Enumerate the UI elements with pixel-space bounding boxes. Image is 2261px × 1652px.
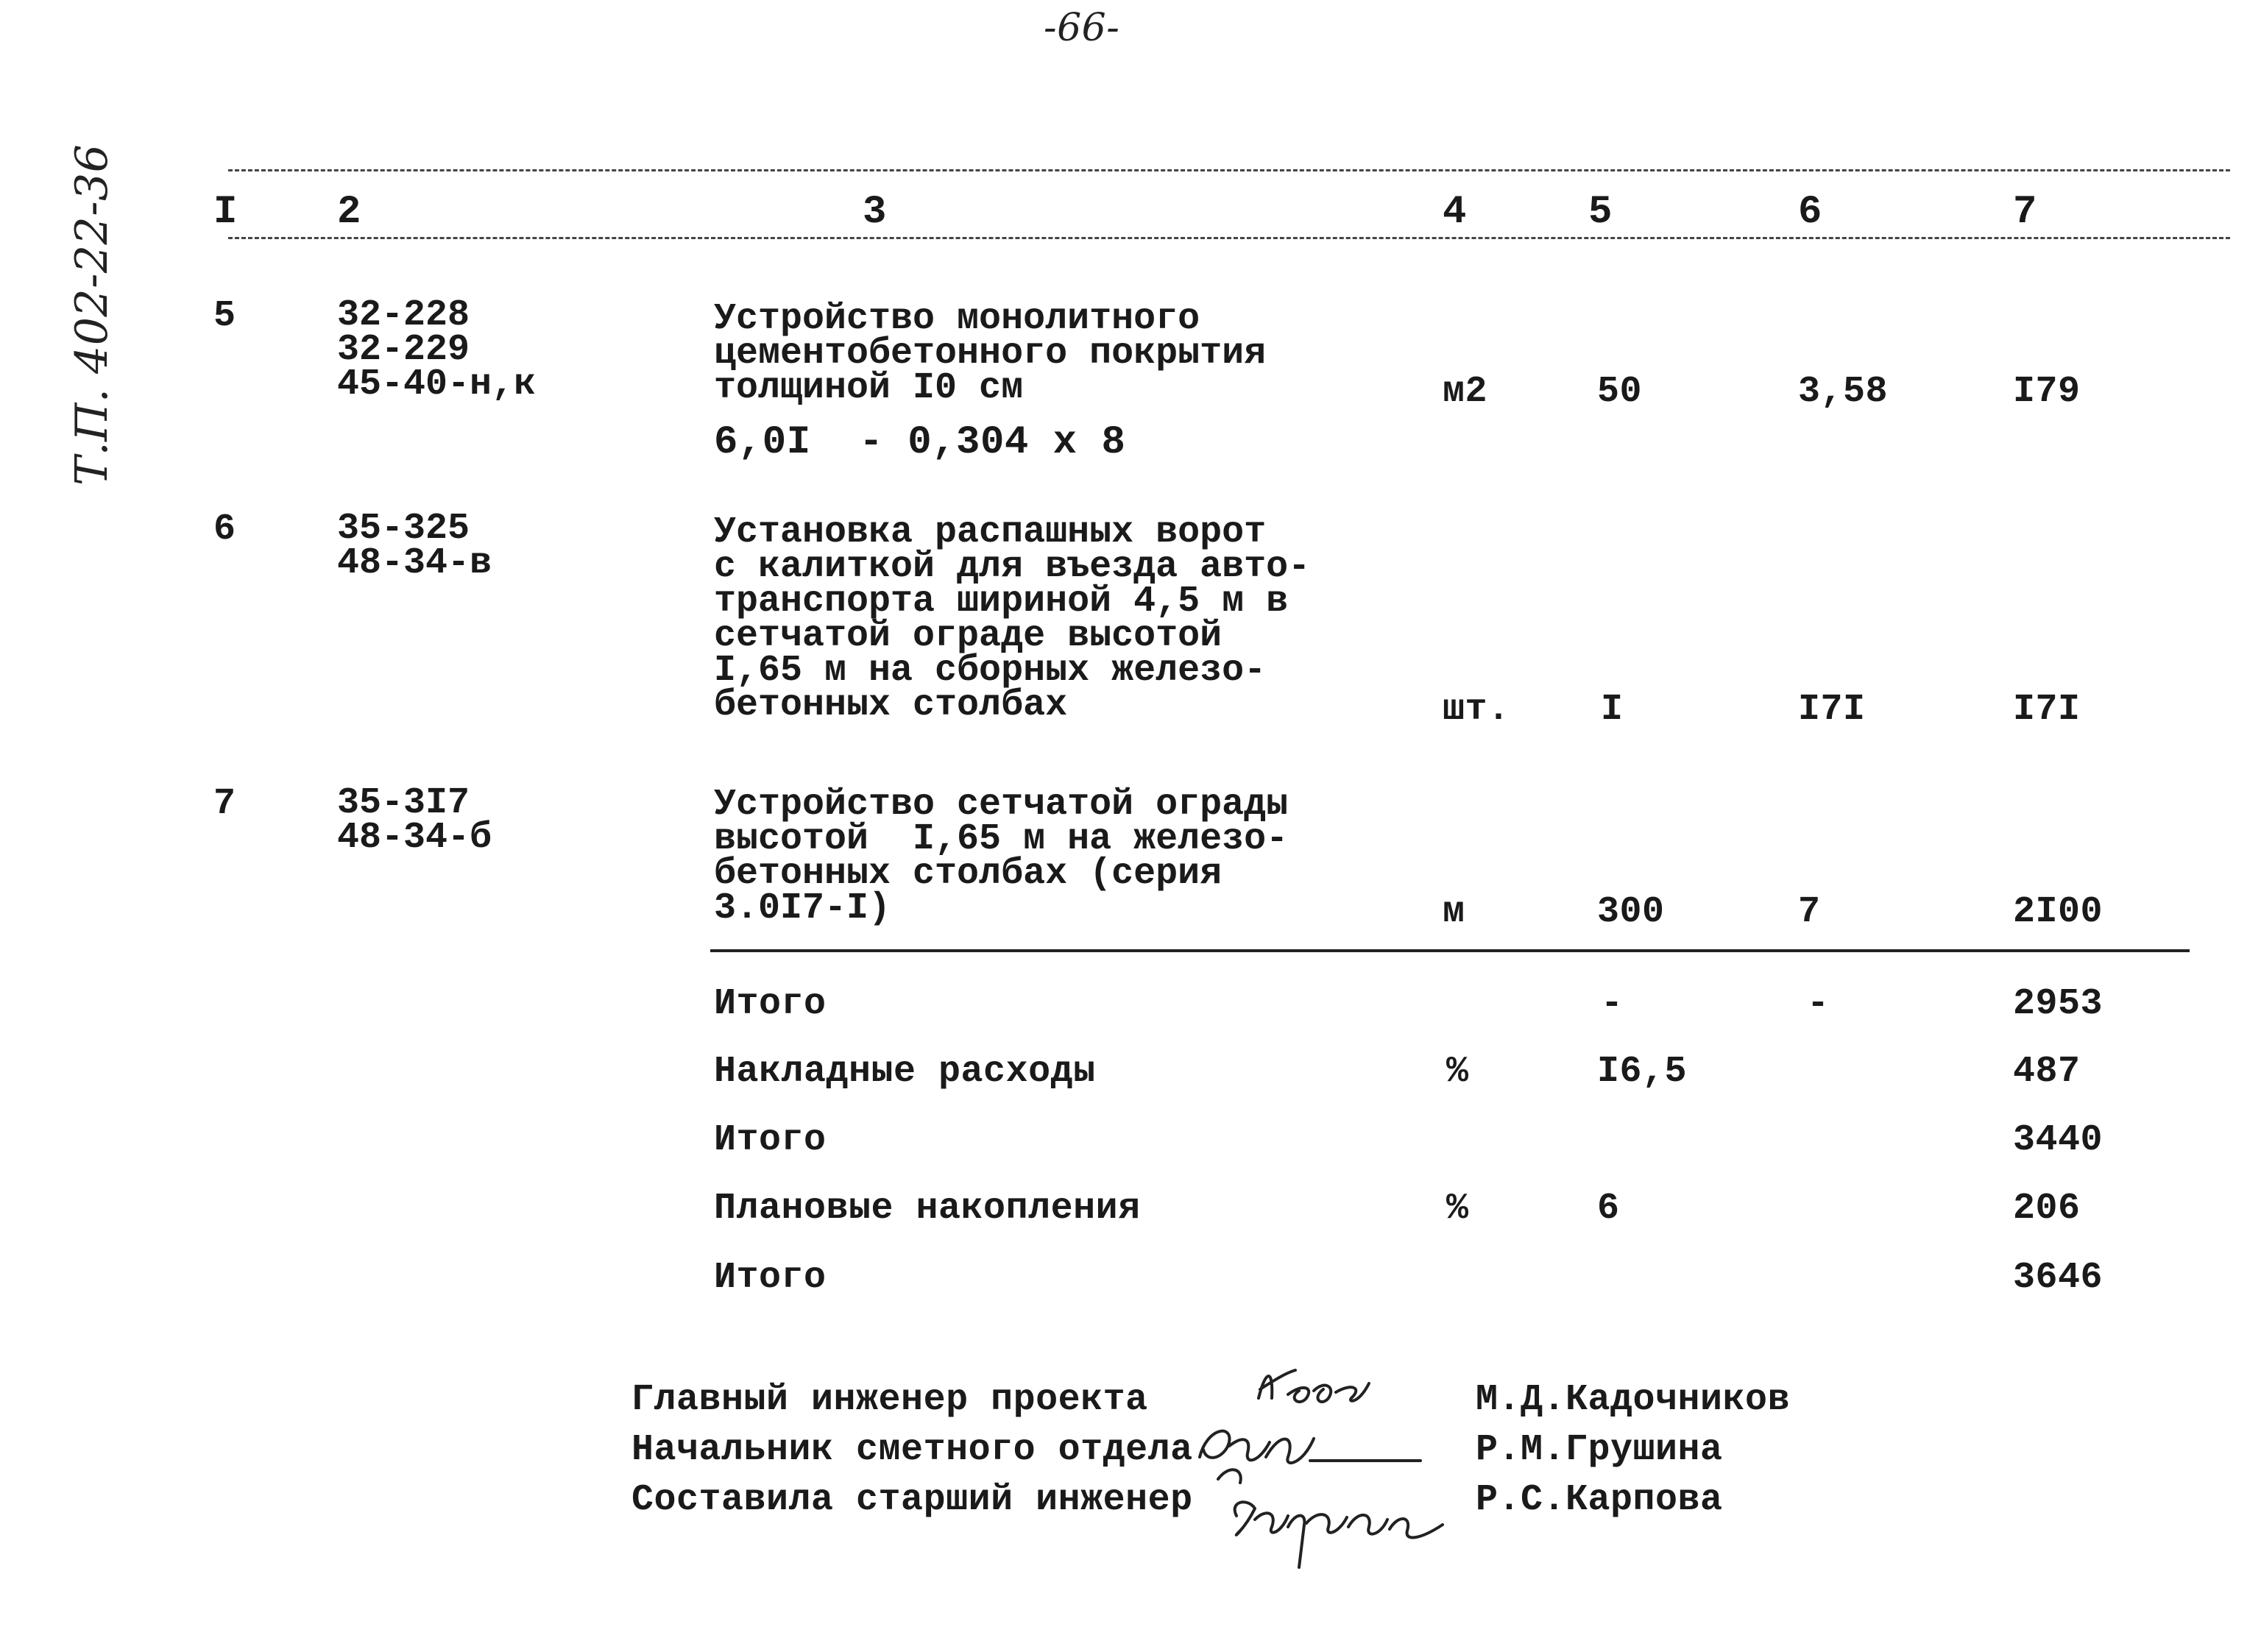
- row-qty: 50: [1597, 371, 1643, 413]
- row-unit: м: [1443, 891, 1465, 933]
- signature-name: Р.С.Карпова: [1476, 1479, 1723, 1521]
- totals-rule: [710, 949, 2190, 952]
- row-price: I7I: [1798, 689, 1866, 731]
- row-total: I7I: [2013, 689, 2081, 731]
- totals-qty: 6: [1597, 1188, 1620, 1230]
- row-description: Устройство монолитного цементобетонного покрытия толщиной I0 см: [714, 298, 1267, 409]
- row-description: Устройство сетчатой ограды высотой I,65 м на железо- бетонных столбах (серия 3.0I7-I): [714, 784, 1289, 929]
- totals-qty: I6,5: [1597, 1051, 1688, 1093]
- signature-name: Р.М.Грушина: [1476, 1429, 1723, 1471]
- totals-total: 206: [2013, 1188, 2081, 1230]
- totals-unit: %: [1446, 1051, 1469, 1093]
- col-header-6: 6: [1798, 190, 1822, 235]
- signature-name: М.Д.Кадочников: [1476, 1379, 1791, 1421]
- totals-unit: %: [1446, 1188, 1469, 1230]
- row-price: 7: [1798, 891, 1821, 933]
- totals-qty: -: [1601, 983, 1624, 1025]
- row-description: Установка распашных ворот с калиткой для въезда авто- транспорта шириной 4,5 м в сетчатой ограде высотой I,65 м на сборных железо- бетонных столбах: [714, 511, 1311, 726]
- row-codes: 35-3I7 48-34-б: [337, 782, 492, 859]
- handwritten-signatures: [1178, 1354, 1457, 1575]
- margin-note: Т.П. 402-22-36: [66, 143, 118, 486]
- row-unit: шт.: [1443, 689, 1510, 731]
- totals-label: Итого: [714, 983, 827, 1025]
- row-qty: I: [1601, 689, 1624, 731]
- totals-total: 3646: [2013, 1257, 2103, 1299]
- col-header-4: 4: [1443, 190, 1467, 235]
- row-price: 3,58: [1798, 371, 1889, 413]
- col-header-1: I: [213, 190, 238, 235]
- col-header-3: 3: [863, 190, 887, 235]
- totals-label: Итого: [714, 1119, 827, 1161]
- row-number: 5: [213, 295, 236, 337]
- row-total: I79: [2013, 371, 2081, 413]
- row-qty: 300: [1597, 891, 1665, 933]
- col-header-7: 7: [2013, 190, 2037, 235]
- totals-label: Плановые накопления: [714, 1188, 1141, 1230]
- signature-position: Начальник сметного отдела: [631, 1429, 1193, 1471]
- row-number: 7: [213, 783, 236, 825]
- signature-position: Составила старший инженер: [631, 1479, 1193, 1521]
- totals-total: 487: [2013, 1051, 2081, 1093]
- row-number: 6: [213, 508, 236, 550]
- totals-label: Накладные расходы: [714, 1051, 1096, 1093]
- col-header-5: 5: [1588, 190, 1613, 235]
- row-total: 2I00: [2013, 891, 2103, 933]
- header-top-rule: [228, 169, 2230, 171]
- header-bottom-rule: [228, 237, 2230, 239]
- row-codes: 32-228 32-229 45-40-н,к: [337, 294, 537, 405]
- col-header-2: 2: [337, 190, 361, 235]
- totals-price: -: [1807, 983, 1830, 1025]
- row-formula: 6,0I - 0,304 x 8: [714, 420, 1126, 465]
- row-unit: м2: [1443, 371, 1488, 413]
- totals-total: 2953: [2013, 983, 2103, 1025]
- totals-label: Итого: [714, 1257, 827, 1299]
- page-number: -66-: [1044, 6, 1120, 50]
- row-codes: 35-325 48-34-в: [337, 508, 492, 584]
- signature-position: Главный инженер проекта: [631, 1379, 1148, 1421]
- totals-total: 3440: [2013, 1119, 2103, 1161]
